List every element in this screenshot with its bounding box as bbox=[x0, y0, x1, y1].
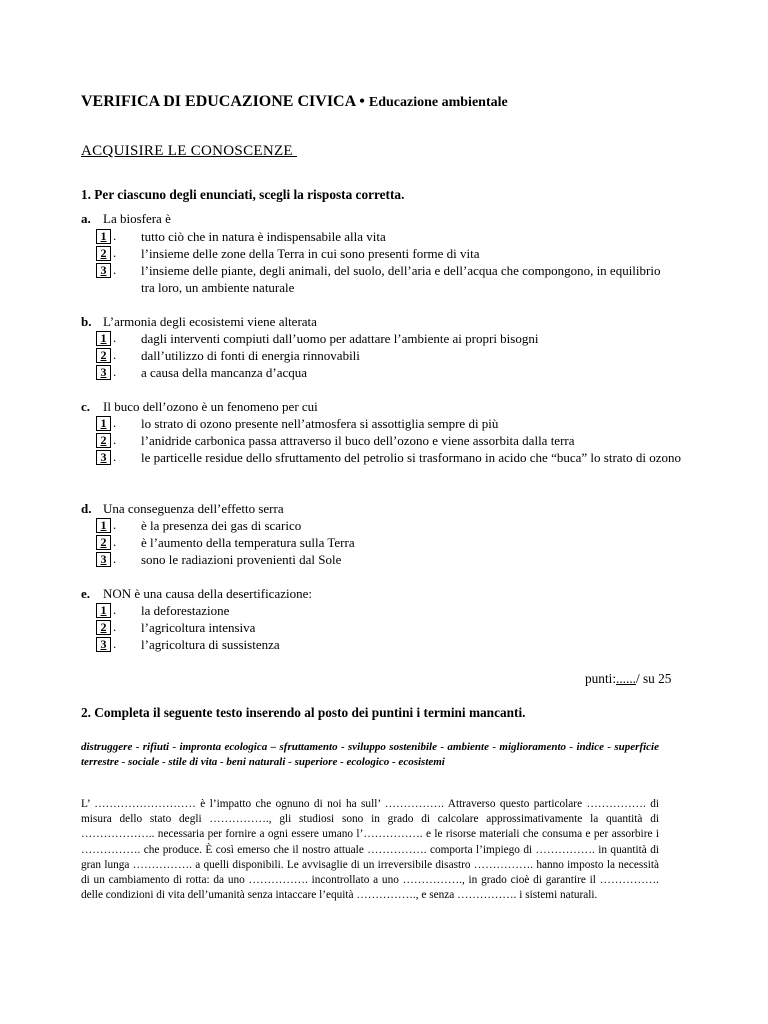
word-bank: distruggere - rifiuti - impronta ecologica – sfruttamento - sviluppo sostenibile - ambiente - miglioramento - indice - superficie terrestre - sociale - stile di vita - beni naturali - superiore - ecologico - ecosistemi bbox=[81, 741, 659, 768]
answer-checkbox[interactable]: 3 bbox=[96, 450, 111, 465]
question-b-stem bbox=[81, 314, 317, 330]
score-line bbox=[585, 671, 671, 687]
question-text: La biosfera è bbox=[103, 211, 171, 226]
option-number: . bbox=[113, 364, 117, 379]
title-subtitle: Educazione ambientale bbox=[368, 95, 508, 110]
answer-checkbox[interactable]: 3 bbox=[96, 637, 111, 652]
question-text: L’armonia degli ecosistemi viene alterata bbox=[103, 314, 317, 329]
question-text: Il buco dell’ozono è un fenomeno per cui bbox=[103, 399, 318, 414]
question-e-stem bbox=[81, 586, 312, 602]
option-number: . bbox=[113, 347, 117, 362]
section-title: ACQUISIRE LE CONOSCENZE bbox=[81, 143, 297, 159]
question-a-stem bbox=[81, 211, 171, 227]
title-bullet: • bbox=[359, 93, 365, 110]
option-number: . bbox=[113, 449, 117, 464]
question-letter: a. bbox=[81, 211, 91, 226]
answer-checkbox[interactable]: 2 bbox=[96, 433, 111, 448]
option-number: . bbox=[113, 228, 117, 243]
option-text: tutto ciò che in natura è indispensabile alla vita bbox=[141, 229, 386, 244]
page-title bbox=[81, 93, 508, 111]
score-total: / su 25 bbox=[635, 671, 672, 686]
option-text: l’insieme delle zone della Terra in cui sono presenti forme di vita bbox=[141, 246, 480, 261]
option-text: la deforestazione bbox=[141, 603, 230, 618]
question-text: Una conseguenza dell’effetto serra bbox=[103, 501, 284, 516]
option-number: . bbox=[113, 636, 117, 651]
answer-checkbox[interactable]: 2 bbox=[96, 535, 111, 550]
question-letter: e. bbox=[81, 586, 91, 601]
option-text: l’anidride carbonica passa attraverso il buco dell’ozono e viene assorbita dalla terra bbox=[141, 433, 575, 448]
fill-in-paragraph: L’ ……………………… è l’impatto che ognuno di noi ha sull’ ……………. Attraverso questo particolare ……………. di misura dello stato degli ……………., gli studiosi sono in grado di calcolare approssimativamente la quantità di ……………….. necessaria per fornire a ogni essere umano l’……………. e le risorse materiali che consuma e per assorbire i ……………. che produce. È così emerso che il nostro attuale ……………. comporta l’impiego di ……………. in quantità di gran lunga ……………. a quelli disponibili. Le avvisaglie di un irreversibile disastro ……………. hanno imposto la necessità di un cambiamento di rotta: da uno ……………. incontrollato a uno ……………., in grado cioè di garantire il ……………. delle condizioni di vita dell’umanità senza intaccare l’equità ……………., e senza ……………. i sistemi naturali. bbox=[81, 798, 659, 902]
question-letter: b. bbox=[81, 314, 92, 329]
option-text: a causa della mancanza d’acqua bbox=[141, 365, 308, 380]
answer-checkbox[interactable]: 1 bbox=[96, 416, 111, 431]
answer-checkbox[interactable]: 3 bbox=[96, 365, 111, 380]
answer-checkbox[interactable]: 2 bbox=[96, 246, 111, 261]
question-c-stem bbox=[81, 399, 318, 415]
question-letter: c. bbox=[81, 399, 91, 414]
question-text: NON è una causa della desertificazione: bbox=[103, 586, 312, 601]
option-number: . bbox=[113, 330, 117, 345]
option-number: . bbox=[113, 415, 117, 430]
title-main: VERIFICA DI EDUCAZIONE CIVICA bbox=[81, 93, 356, 110]
exercise-2-heading: 2. Completa il seguente testo inserendo al posto dei puntini i termini mancanti. bbox=[81, 705, 526, 720]
option-number: . bbox=[113, 432, 117, 447]
answer-checkbox[interactable]: 2 bbox=[96, 348, 111, 363]
option-text: dagli interventi compiuti dall’uomo per adattare l’ambiente ai propri bisogni bbox=[141, 331, 539, 346]
question-letter: d. bbox=[81, 501, 92, 516]
option-text: è la presenza dei gas di scarico bbox=[141, 518, 302, 533]
option-number: . bbox=[113, 517, 117, 532]
answer-checkbox[interactable]: 1 bbox=[96, 518, 111, 533]
option-number: . bbox=[113, 602, 117, 617]
answer-checkbox[interactable]: 2 bbox=[96, 620, 111, 635]
option-text: sono le radiazioni provenienti dal Sole bbox=[141, 552, 342, 567]
option-text: l’insieme delle piante, degli animali, del suolo, dell’aria e dell’acqua che compongono, in equilibrio tra loro, un ambiente naturale bbox=[141, 263, 661, 295]
question-d-stem bbox=[81, 501, 284, 517]
answer-checkbox[interactable]: 1 bbox=[96, 603, 111, 618]
option-number: . bbox=[113, 551, 117, 566]
option-text: l’agricoltura intensiva bbox=[141, 620, 256, 635]
option-text: è l’aumento della temperatura sulla Terra bbox=[141, 535, 355, 550]
option-text: le particelle residue dello sfruttamento del petrolio si trasformano in acido che “buca” lo strato di ozono bbox=[141, 450, 682, 465]
option-text: l’agricoltura di sussistenza bbox=[141, 637, 280, 652]
answer-checkbox[interactable]: 3 bbox=[96, 552, 111, 567]
option-number: . bbox=[113, 262, 117, 277]
option-text: dall’utilizzo di fonti di energia rinnovabili bbox=[141, 348, 360, 363]
exercise-1-heading: 1. Per ciascuno degli enunciati, scegli la risposta corretta. bbox=[81, 187, 405, 202]
option-number: . bbox=[113, 534, 117, 549]
answer-checkbox[interactable]: 3 bbox=[96, 263, 111, 278]
score-blank[interactable]: ...... bbox=[616, 671, 636, 686]
score-label: punti: bbox=[585, 671, 617, 686]
answer-checkbox[interactable]: 1 bbox=[96, 331, 111, 346]
option-number: . bbox=[113, 619, 117, 634]
answer-checkbox[interactable]: 1 bbox=[96, 229, 111, 244]
option-text: lo strato di ozono presente nell’atmosfera si assottiglia sempre di più bbox=[141, 416, 499, 431]
option-number: . bbox=[113, 245, 117, 260]
